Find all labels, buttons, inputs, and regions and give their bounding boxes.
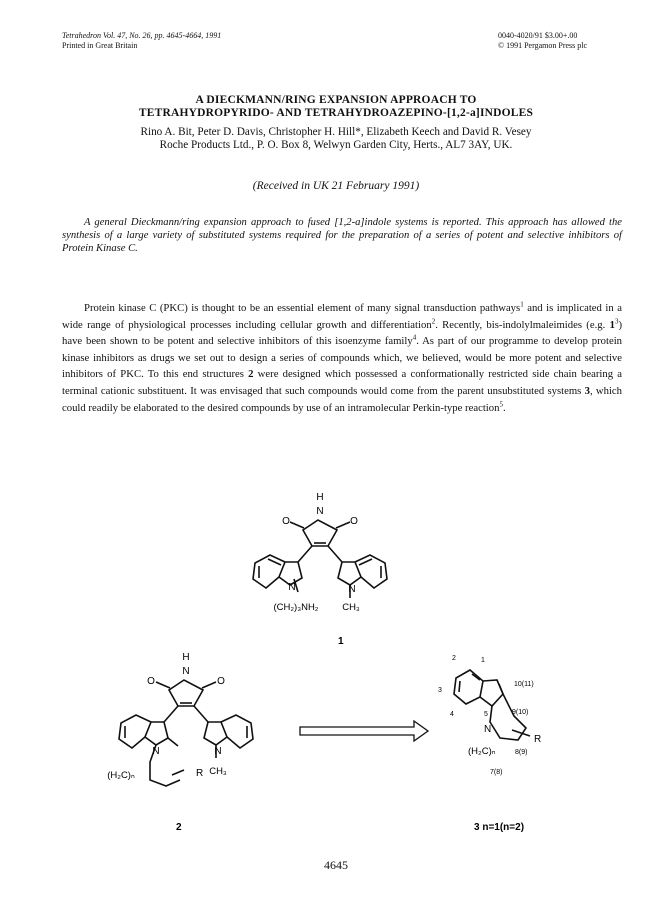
position-10-11: 10(11) [514, 681, 534, 688]
copyright-info [498, 31, 587, 51]
printed-line: Printed in Great Britain [62, 41, 138, 50]
compound-label-2: 2 [176, 822, 182, 833]
text-run: . [502, 401, 506, 414]
ref-1: 1 [520, 300, 524, 309]
text-run: and is implicated in a wide range of physiological processes including cellular growth and differentiation [62, 302, 622, 331]
compound-label-3: 3 n=1(n=2) [474, 822, 525, 833]
substituent-ring-chain: (H₂C)ₙ [107, 770, 135, 781]
title-line-2: TETRAHYDROPYRIDO- AND TETRAHYDROAZEPINO-[1,2-a]INDOLES [138, 107, 534, 119]
ref-3: 3 [614, 317, 619, 326]
position-7-8: 7(8) [490, 769, 503, 776]
author-names: Rino A. Bit, Peter D. Davis, Christopher H. Hill*, Elizabeth Keech and David R. Vesey [140, 126, 532, 138]
text-run: . As part of our programme to develop protein kinase inhibitors as drugs we set out to design a series of compounds which, we believed, would be more potent and selective inhibitors of PKC. To this end structures [62, 335, 623, 381]
atom-n-indole-right-2: N [214, 746, 222, 757]
atom-h-2: H [182, 652, 190, 663]
abstract: A general Dieckmann/ring expansion approach to fused [1,2-a]indole systems is reported. This approach has allowed the synthesis of a large variety of substituted systems required for the preparation of a series of potent and selective inhibitors of Protein Kinase C. [62, 217, 622, 254]
atom-o-left-1: O [282, 516, 290, 527]
received-text: (Received in UK 21 February 1991) [252, 180, 420, 192]
text-run: Protein kinase C (PKC) is thought to be an essential element of many signal transduction pathways [84, 302, 521, 314]
text-run: were designed which possessed a conformationally restricted side chain bearing a terminal cationic substituent. It was envisaged that such compounds would come from the parent unsubstituted systems [62, 368, 622, 397]
atom-n-indole-left-1: N [288, 582, 296, 593]
received-date [0, 180, 672, 192]
substituent-ring-chain-3: (H₂C)ₙ [468, 746, 496, 757]
paper-title [0, 94, 672, 120]
substituent-r-2: R [196, 768, 204, 779]
structure-1-bonds [253, 520, 387, 598]
position-5: 5 [484, 711, 488, 718]
compound-label-1: 1 [338, 636, 344, 647]
ref-4: 4 [412, 333, 417, 342]
retrosynthesis-arrow [300, 721, 428, 741]
author-block [0, 126, 672, 152]
position-4: 4 [450, 711, 454, 718]
issn-code: 0040-4020/91 $3.00+.00 [498, 31, 578, 40]
atom-o-left-2: O [147, 676, 155, 687]
atom-h-1: H [316, 492, 324, 503]
position-1: 1 [481, 657, 485, 664]
position-9-10: 9(10) [512, 709, 529, 716]
substituent-methyl-2: CH₃ [209, 766, 227, 777]
structure-2-bonds [119, 680, 253, 786]
atom-o-right-1: O [350, 516, 358, 527]
ref-5: 5 [499, 400, 503, 408]
substituent-aminopropyl: (CH₂)₃NH₂ [273, 602, 319, 613]
ref-2: 2 [431, 317, 436, 326]
substituent-methyl-1: CH₃ [342, 602, 360, 613]
position-8-9: 8(9) [515, 749, 528, 756]
page-number: 4645 [324, 858, 348, 872]
journal-info [62, 31, 221, 51]
atom-n-3: N [484, 724, 492, 735]
paragraph-1 [62, 300, 622, 416]
text-run: . Recently, bis-indolylmaleimides (e.g. [435, 318, 610, 331]
body-text [62, 300, 622, 416]
affiliation: Roche Products Ltd., P. O. Box 8, Welwyn Garden City, Herts., AL7 3AY, UK. [159, 139, 513, 151]
atom-n-indole-left-2: N [152, 746, 160, 757]
copyright-line: © 1991 Pergamon Press plc [498, 41, 588, 50]
compound-ref-2: 2 [248, 368, 254, 381]
reaction-scheme [0, 480, 672, 850]
journal-line: Tetrahedron Vol. 47, No. 26, pp. 4645-4664, 1991 [62, 31, 222, 40]
text-run: ) have been shown to be potent and selective inhibitors of this isoenzyme family [62, 318, 622, 348]
text-run: , which could readily be elaborated to the desired compounds by use of an intramolecular Perkin-type reaction [62, 384, 623, 414]
substituent-r-3: R [534, 734, 542, 745]
position-2: 2 [452, 655, 456, 662]
atom-n-2: N [182, 666, 190, 677]
compound-ref-1: 1 [609, 318, 615, 331]
atom-n-1: N [316, 506, 324, 517]
atom-n-indole-right-1: N [348, 584, 356, 595]
title-line-1: A DIECKMANN/RING EXPANSION APPROACH TO [195, 94, 477, 106]
atom-o-right-2: O [217, 676, 225, 687]
compound-ref-3: 3 [584, 384, 590, 397]
position-3: 3 [438, 687, 442, 694]
